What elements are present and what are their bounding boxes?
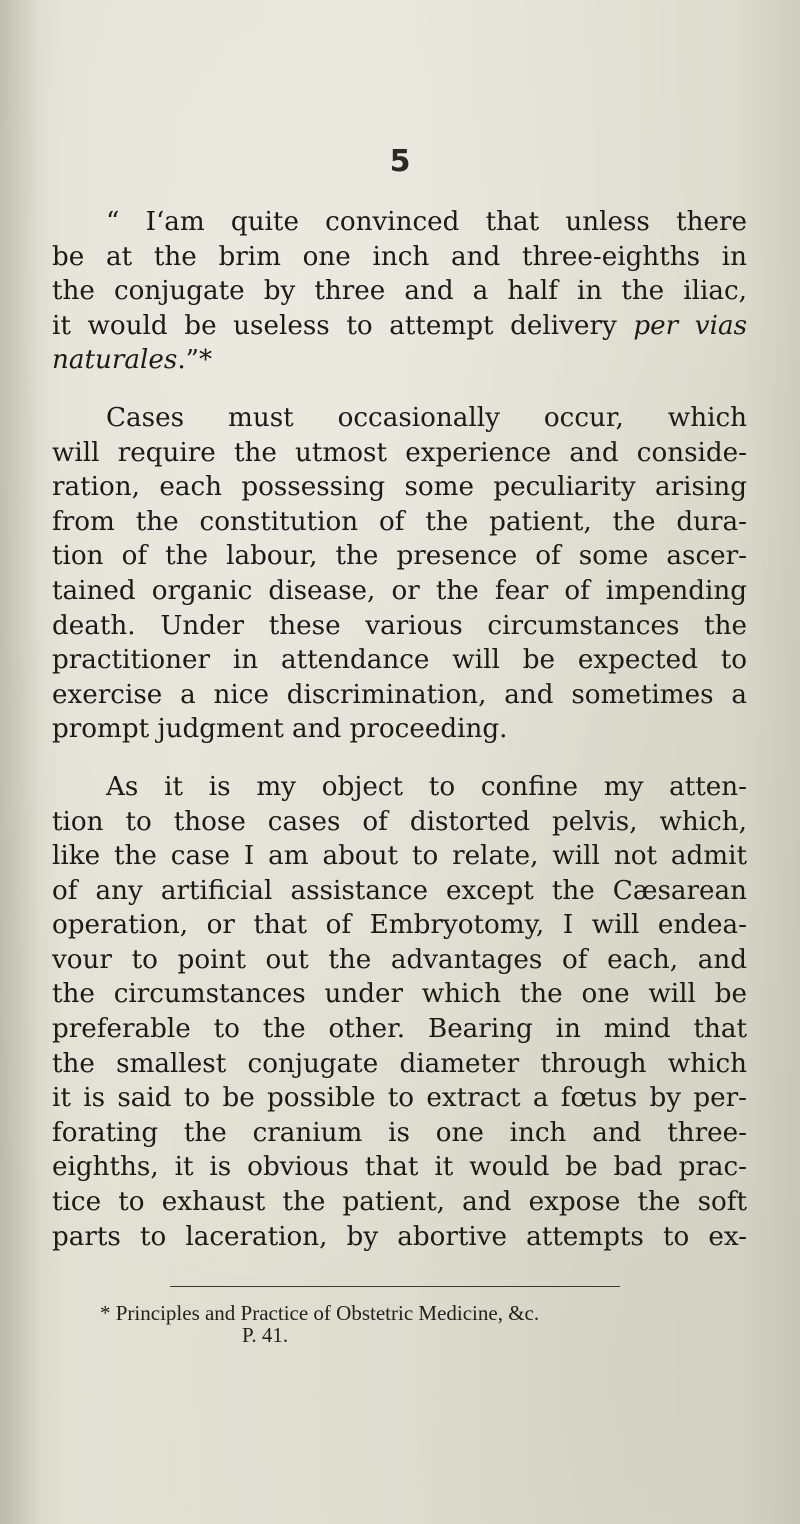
text-line: prompt judgment and proceeding. xyxy=(52,714,508,745)
text-line: vour to point out the advantages of each, and xyxy=(52,944,747,975)
text-line: be at the brim one inch and three-eighths in xyxy=(52,241,747,272)
text-segment: it would be useless to attempt delivery xyxy=(52,310,634,341)
text-line: it is said to be possible to extract a fœtus by per- xyxy=(52,1083,747,1114)
paragraph-cases xyxy=(52,401,747,747)
page-number: 5 xyxy=(389,144,411,179)
text-line: tion of the labour, the presence of some ascer- xyxy=(52,541,747,572)
text-line: exercise a nice discrimination, and sometimes a xyxy=(52,679,747,710)
text-line: the circumstances under which the one will be xyxy=(52,979,747,1010)
body-text xyxy=(52,205,747,1254)
text-line-mixed xyxy=(52,343,747,378)
footnote-page-ref: P. 41. xyxy=(242,1323,289,1347)
text-line: like the case I am about to relate, will not admit xyxy=(52,841,747,872)
text-line: forating the cranium is one inch and three- xyxy=(52,1117,747,1148)
binding-shadow xyxy=(0,0,40,1524)
footnote-marker: .”* xyxy=(177,345,213,376)
italic-phrase: per vias xyxy=(633,310,748,341)
footnote xyxy=(100,1302,720,1346)
text-line: the smallest conjugate diameter through which xyxy=(52,1048,747,1079)
text-line-mixed xyxy=(52,309,747,344)
text-line: operation, or that of Embryotomy, I will endea- xyxy=(52,910,747,941)
text-line: “ I‘am quite convinced that unless there xyxy=(106,207,747,237)
footnote-divider xyxy=(170,1286,620,1287)
text-line: tion to those cases of distorted pelvis, which, xyxy=(52,806,747,837)
text-line: tained organic disease, or the fear of impending xyxy=(52,575,747,606)
text-line: the conjugate by three and a half in the iliac, xyxy=(52,276,747,307)
text-line: death. Under these various circumstances the xyxy=(52,610,747,641)
text-line: tice to exhaust the patient, and expose the soft xyxy=(52,1187,747,1218)
text-line: will require the utmost experience and conside- xyxy=(52,437,747,468)
text-line: of any artificial assistance except the Cæsarean xyxy=(52,875,747,906)
italic-phrase: naturales xyxy=(52,345,178,376)
text-line: ration, each possessing some peculiarity arising xyxy=(52,472,747,503)
text-line: practitioner in attendance will be expected to xyxy=(52,645,747,676)
text-line: parts to laceration, by abortive attempts to ex- xyxy=(52,1221,747,1252)
paragraph-quote xyxy=(52,205,747,378)
paragraph-object xyxy=(52,770,747,1254)
text-line: Cases must occasionally occur, which xyxy=(106,402,747,433)
text-line: As it is my object to confine my atten- xyxy=(106,771,747,802)
text-line: from the constitution of the patient, the dura- xyxy=(52,506,747,537)
text-line: eighths, it is obvious that it would be bad prac- xyxy=(52,1152,747,1183)
footnote-citation: * Principles and Practice of Obstetric Medicine, &c. xyxy=(100,1301,540,1325)
text-line: preferable to the other. Bearing in mind that xyxy=(52,1014,747,1045)
